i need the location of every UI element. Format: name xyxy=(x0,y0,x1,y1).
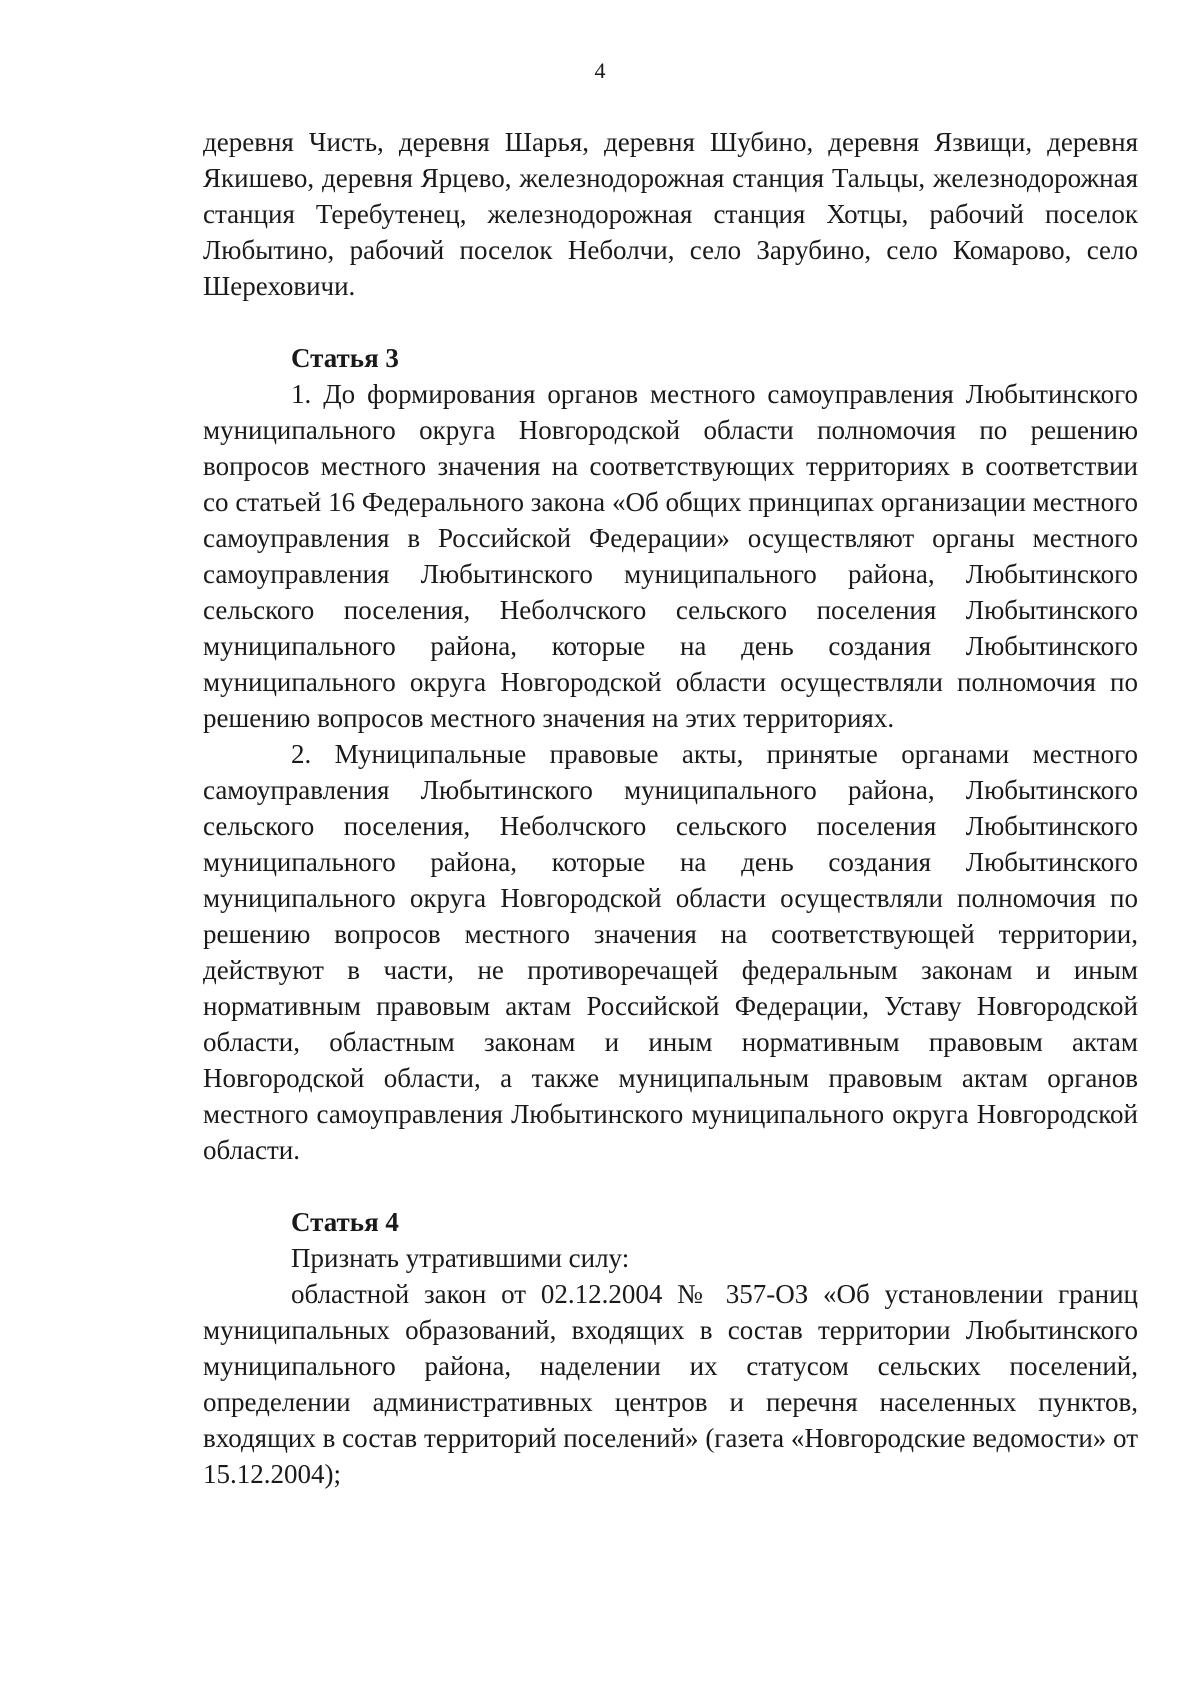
article-4-paragraph-1: Признать утратившими силу: xyxy=(291,1243,630,1273)
intro-paragraph: деревня Чисть, деревня Шарья, деревня Шубино, деревня Язвищи, деревня Якишево, деревня Ярцево, железнодорожная станция Тальцы, железнодорожная станция Теребутенец, железнодорожная станция Хотцы, рабочий поселок Любытино, рабочий поселок Неболчи, село Зарубино, село Комарово, село Шереховичи. xyxy=(203,127,1138,301)
document-body xyxy=(203,124,1138,1492)
article-3-paragraph-2: 2. Муниципальные правовые акты, принятые органами местного самоуправления Любытинского муниципального района, Любытинского сельского поселения, Неболчского сельского поселения Любытинского муниципального района, которые на день создания Любытинского муниципального округа Новгородской области осуществляли полномочия по решению вопросов местного значения на соответствующей территории, действуют в части, не противоречащей федеральным законам и иным нормативным правовым актам Российской Федерации, Уставу Новгородской области, областным законам и иным нормативным правовым актам Новгородской области, а также муниципальным правовым актам органов местного самоуправления Любытинского муниципального округа Новгородской области. xyxy=(203,739,1138,1165)
article-3-heading: Статья 3 xyxy=(291,343,399,373)
article-3-paragraph-1: 1. До формирования органов местного самоуправления Любытинского муниципального округа Новгородской области полномочия по решению вопросов местного значения на соответствующих территориях в соответствии со статьей 16 Федерального закона «Об общих принципах организации местного самоуправления в Российской Федерации» осуществляют органы местного самоуправления Любытинского муниципального района, Любытинского сельского поселения, Неболчского сельского поселения Любытинского муниципального района, которые на день создания Любытинского муниципального округа Новгородской области осуществляли полномочия по решению вопросов местного значения на этих территориях. xyxy=(203,379,1138,733)
page-number: 4 xyxy=(594,58,606,83)
article-4-paragraph-2: областной закон от 02.12.2004 № 357-ОЗ «Об установлении границ муниципальных образований, входящих в состав территории Любытинского муниципального района, наделении их статусом сельских поселений, определении административных центров и перечня населенных пунктов, входящих в состав территорий поселений» (газета «Новгородские ведомости» от 15.12.2004); xyxy=(203,1279,1138,1489)
article-4-heading: Статья 4 xyxy=(291,1207,399,1237)
